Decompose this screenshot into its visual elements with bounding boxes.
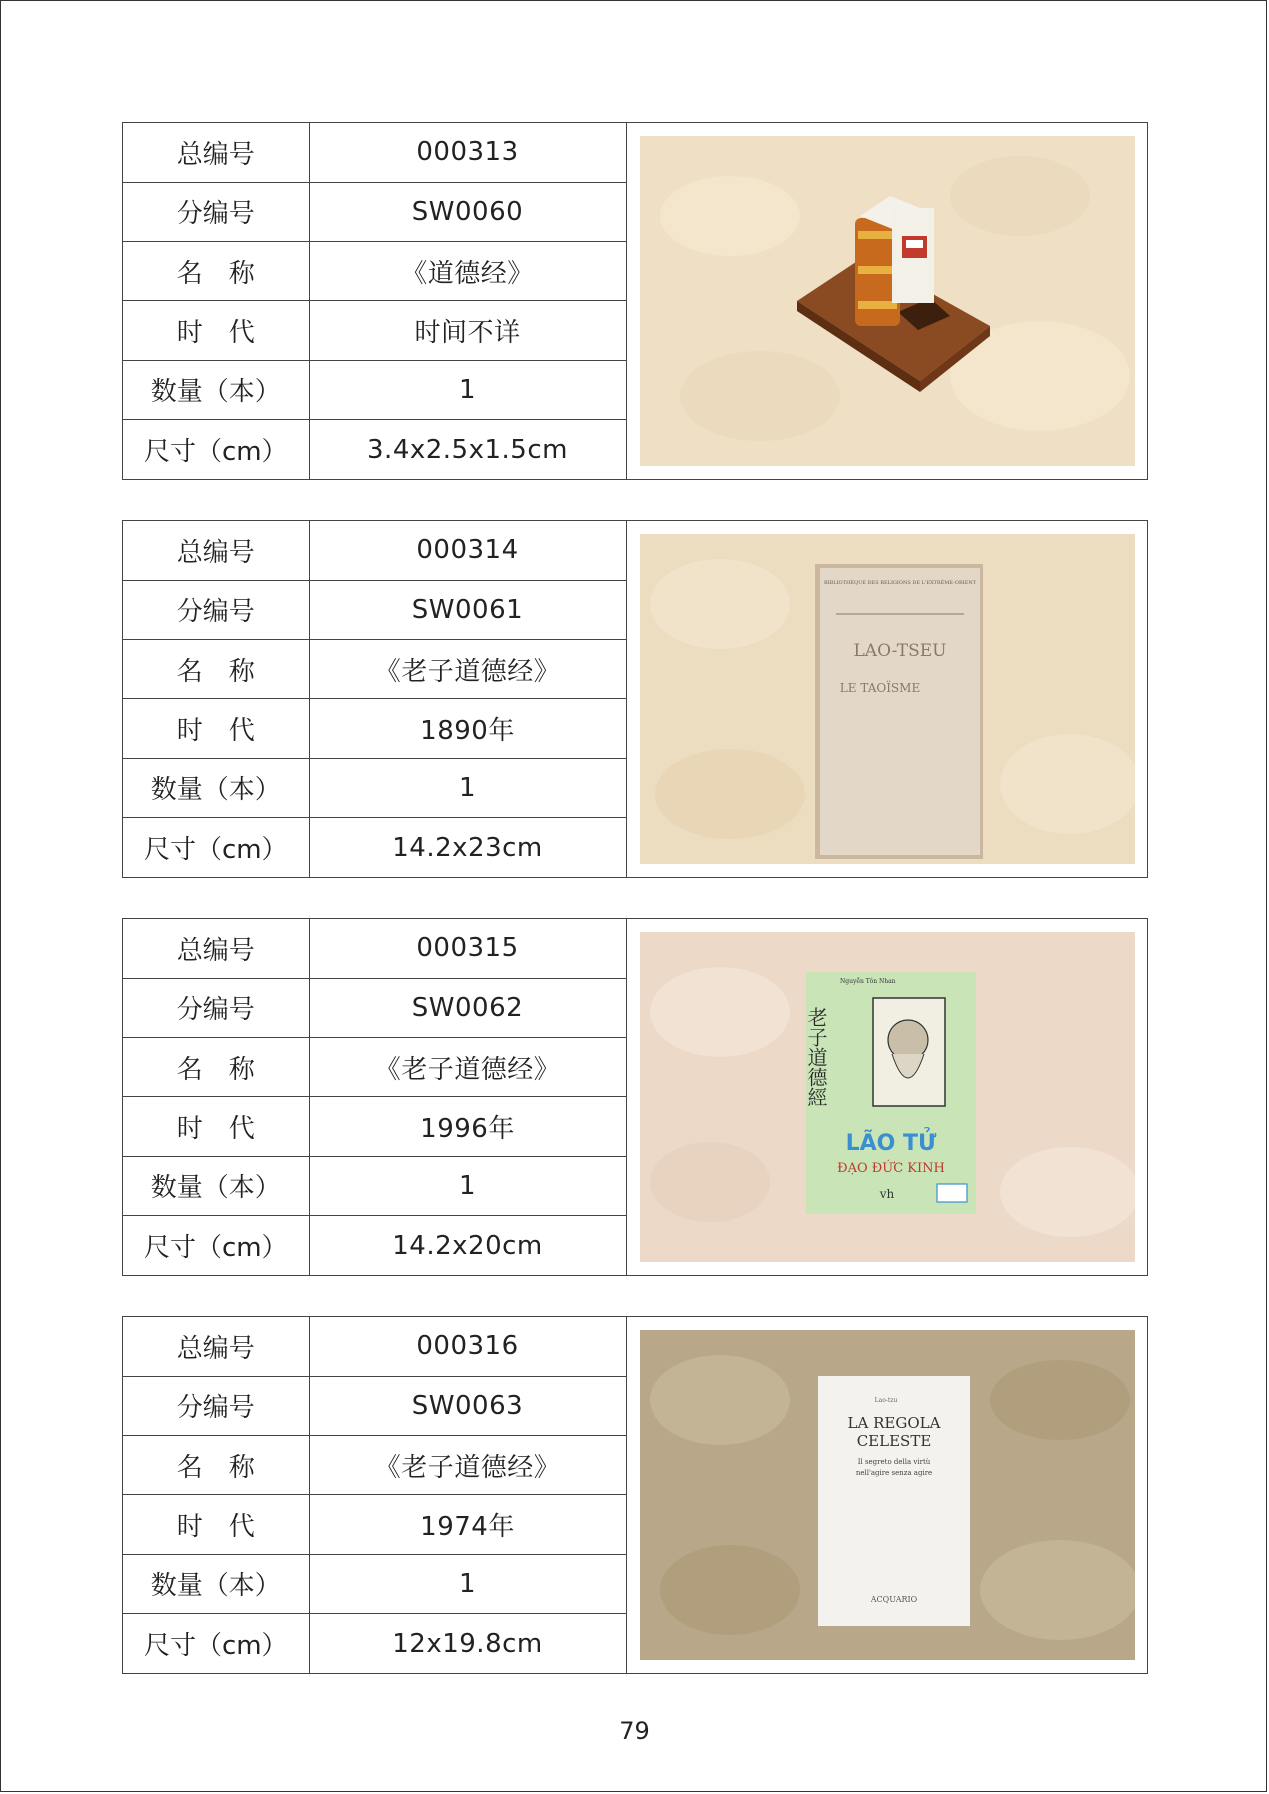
label-size: 尺寸（cm） [123,420,309,479]
label-total-number: 总编号 [123,919,309,978]
photo-title-text: LAO-TSEU [853,641,946,661]
record-info-table [123,123,627,479]
photo-subtitle-line2: nell'agire senza agire [855,1469,932,1477]
artifact-photo-la-regola-celeste [640,1330,1135,1660]
artifact-photo-miniature-book [640,136,1135,466]
artifact-record [122,122,1148,480]
label-name: 名 称 [123,1038,309,1097]
photo-author-text: Lao-tzu [874,1397,897,1404]
value-sub-number: SW0063 [309,1376,626,1435]
value-size: 14.2x20cm [309,1216,626,1275]
artifact-photo-lao-tseu [640,534,1135,864]
label-era: 时 代 [123,699,309,758]
photo-cell [627,1317,1148,1673]
value-quantity: 1 [309,1554,626,1613]
page-number: 79 [619,1717,650,1745]
label-quantity: 数量（本） [123,758,309,817]
value-total-number: 000315 [309,919,626,978]
value-era: 1890年 [309,699,626,758]
label-quantity: 数量（本） [123,360,309,419]
label-sub-number: 分编号 [123,978,309,1037]
label-size: 尺寸（cm） [123,1614,309,1673]
label-era: 时 代 [123,301,309,360]
value-sub-number: SW0060 [309,182,626,241]
photo-cell [627,919,1148,1275]
value-name: 《老子道德经》 [309,640,626,699]
label-sub-number: 分编号 [123,580,309,639]
label-name: 名 称 [123,1436,309,1495]
photo-cjk-title: 老子道德經 [803,1007,828,1107]
value-name: 《道德经》 [309,242,626,301]
photo-publisher-text: ACQUARIO [870,1595,917,1604]
label-total-number: 总编号 [123,521,309,580]
label-era: 时 代 [123,1495,309,1554]
photo-subtitle-text: ĐẠO ĐỨC KINH [836,1161,945,1176]
label-name: 名 称 [123,640,309,699]
photo-title-line2: CELESTE [856,1432,931,1450]
value-total-number: 000316 [309,1317,626,1376]
photo-publisher-text: vh [879,1187,894,1201]
value-era: 时间不详 [309,301,626,360]
label-size: 尺寸（cm） [123,1216,309,1275]
value-sub-number: SW0061 [309,580,626,639]
value-name: 《老子道德经》 [309,1038,626,1097]
value-total-number: 000314 [309,521,626,580]
label-total-number: 总编号 [123,1317,309,1376]
value-size: 14.2x23cm [309,818,626,877]
label-era: 时 代 [123,1097,309,1156]
artifact-record [122,918,1148,1276]
record-info-table [123,1317,627,1673]
label-quantity: 数量（本） [123,1554,309,1613]
label-quantity: 数量（本） [123,1156,309,1215]
artifact-record [122,1316,1148,1674]
label-total-number: 总编号 [123,123,309,182]
artifact-photo-lao-tu [640,932,1135,1262]
artifact-record [122,520,1148,878]
record-info-table [123,521,627,877]
label-sub-number: 分编号 [123,182,309,241]
photo-subtitle-text: LE TAOÏSME [839,681,920,695]
value-total-number: 000313 [309,123,626,182]
photo-header-text: BIBLIOTHÈQUE DES RELIGIONS DE L'EXTRÊME-ORIENT [823,580,976,586]
value-era: 1996年 [309,1097,626,1156]
value-name: 《老子道德经》 [309,1436,626,1495]
value-size: 12x19.8cm [309,1614,626,1673]
photo-title-text: LÃO TỬ [845,1131,936,1156]
value-sub-number: SW0062 [309,978,626,1037]
photo-author-text: Nguyễn Tôn Nhan [839,978,896,985]
value-size: 3.4x2.5x1.5cm [309,420,626,479]
value-quantity: 1 [309,1156,626,1215]
photo-subtitle-line1: Il segreto della virtù [857,1458,930,1466]
photo-cell [627,123,1148,479]
label-name: 名 称 [123,242,309,301]
photo-cell [627,521,1148,877]
value-era: 1974年 [309,1495,626,1554]
value-quantity: 1 [309,758,626,817]
photo-title-line1: LA REGOLA [847,1414,940,1432]
label-size: 尺寸（cm） [123,818,309,877]
label-sub-number: 分编号 [123,1376,309,1435]
value-quantity: 1 [309,360,626,419]
record-info-table [123,919,627,1275]
